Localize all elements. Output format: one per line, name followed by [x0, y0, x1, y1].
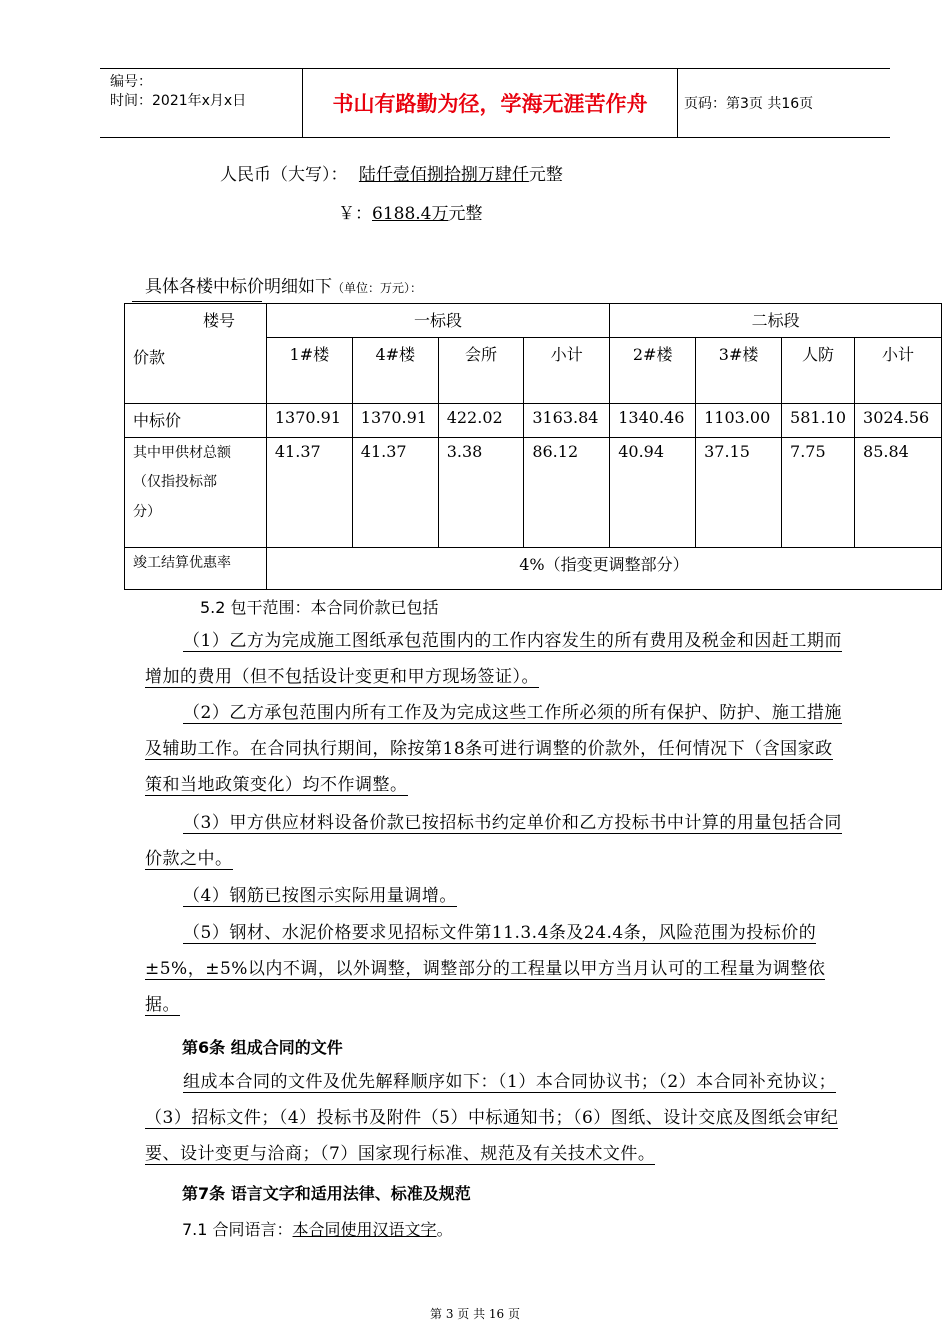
clause-5-2-5: [145, 915, 847, 1023]
article-6-text: [145, 1064, 847, 1172]
yen-value: 6188.4万: [372, 204, 449, 224]
date-label: 时间：2021年x月x日: [110, 93, 247, 109]
clause-text: （5）钢材、水泥价格要求见招标文件第11.3.4条及24.4条，风险范围为投标价的±5%，±5%以内不调，以外调整，调整部分的工程量以甲方当月认可的工程量为调整依据。: [145, 923, 826, 1015]
col-header: 会所: [438, 338, 524, 404]
table-cell: 3.38: [438, 438, 524, 548]
section1-header: 一标段: [266, 304, 609, 338]
rmb-value: 陆仟壹佰捌拾捌万肆仟: [358, 165, 529, 185]
table-cell: 3163.84: [524, 404, 610, 438]
row-label-line: （仅指投标部: [133, 474, 217, 490]
col-header: 2#楼: [610, 338, 696, 404]
table-cell: 86.12: [524, 438, 610, 548]
table-cell: 1103.00: [696, 404, 782, 438]
section-7-1: [182, 1217, 453, 1240]
table-intro: [145, 272, 422, 297]
discount-value: 4%（指变更调整部分）: [266, 548, 941, 590]
row-label: [125, 438, 267, 548]
col-header: 小计: [524, 338, 610, 404]
clause-5-2-3: [145, 805, 847, 877]
article-7-title: 第7条 语言文字和适用法律、标准及规范: [182, 1184, 471, 1203]
table-cell: 37.15: [696, 438, 782, 548]
row-label: 竣工结算优惠率: [125, 548, 267, 590]
table-cell: 581.10: [782, 404, 855, 438]
rmb-label: 人民币（大写）：: [220, 165, 348, 185]
clause-text: （1）乙方为完成施工图纸承包范围内的工作内容发生的所有费用及税金和因赶工期而增加的费用（但不包括设计变更和甲方现场签证）。: [145, 631, 842, 687]
bid-table: [124, 303, 942, 590]
clause-text: （2）乙方承包范围内所有工作及为完成这些工作所必须的所有保护、防护、施工措施及辅助工作。在合同执行期间，除按第18条可进行调整的价款外，任何情况下（含国家政策和当地政策变化）均不作调整。: [145, 703, 842, 795]
table-cell: 422.02: [438, 404, 524, 438]
header-page-label: 页码：第3页 共16页: [684, 96, 814, 112]
section-7-1-end: 。: [436, 1220, 453, 1239]
clause-5-2-2: [145, 695, 847, 803]
col-header: 3#楼: [696, 338, 782, 404]
table-row: [125, 548, 942, 590]
corner-bottom: 价款: [133, 348, 166, 367]
page-footer: 第 3 页 共 16 页: [430, 1307, 520, 1321]
clause-text: （3）甲方供应材料设备价款已按招标书约定单价和乙方投标书中计算的用量包括合同价款之中。: [145, 813, 842, 869]
clause-text: 组成本合同的文件及优先解释顺序如下：（1）本合同协议书；（2）本合同补充协议；（3）招标文件；（4）投标书及附件（5）中标通知书；（6）图纸、设计交底及图纸会审纪要、设计变更与洽商；（7）国家现行标准、规范及有关技术文件。: [145, 1072, 839, 1164]
col-header: 4#楼: [352, 338, 438, 404]
clause-text: （4）钢筋已按图示实际用量调增。: [183, 886, 457, 906]
corner-top: 楼号: [203, 311, 236, 330]
table-cell: 1340.46: [610, 404, 696, 438]
section-5-2-title: 5.2 包干范围：本合同价款已包括: [200, 598, 439, 617]
table-cell: 40.94: [610, 438, 696, 548]
table-cell: 3024.56: [855, 404, 942, 438]
table-cell: 41.37: [352, 438, 438, 548]
table-cell: 7.75: [782, 438, 855, 548]
yen-label: ￥：: [338, 204, 372, 224]
row-label-line: 其中甲供材总额: [133, 445, 231, 461]
rmb-suffix: 元整: [528, 165, 563, 185]
table-cell: 1370.91: [266, 404, 352, 438]
page-header: [100, 68, 890, 138]
code-label: 编号：: [110, 74, 152, 90]
article-6-title: 第6条 组成合同的文件: [182, 1038, 343, 1057]
table-cell: 41.37: [266, 438, 352, 548]
section2-header: 二标段: [610, 304, 942, 338]
header-motto: 书山有路勤为径，学海无涯苦作舟: [302, 69, 678, 137]
table-intro-text: 具体各楼中标价明细如下: [145, 277, 332, 297]
row-label-line: 分）: [133, 504, 161, 520]
yen-line: [338, 199, 482, 224]
table-cell: 85.84: [855, 438, 942, 548]
row-label: 中标价: [125, 404, 267, 438]
col-header: 1#楼: [266, 338, 352, 404]
divider-line: [132, 301, 262, 302]
table-row: [125, 404, 942, 438]
col-header: 小计: [855, 338, 942, 404]
table-intro-unit: （单位：万元）：: [332, 281, 423, 295]
section-7-1-text: 本合同使用汉语文字: [292, 1220, 437, 1239]
table-row: [125, 438, 942, 548]
header-meta: [110, 73, 246, 111]
rmb-line: [220, 160, 563, 185]
section-7-1-label: 7.1 合同语言：: [182, 1220, 293, 1239]
yen-suffix: 元整: [448, 204, 483, 224]
clause-5-2-4: [145, 878, 847, 914]
table-cell: 1370.91: [352, 404, 438, 438]
clause-5-2-1: [145, 623, 847, 695]
corner-cell: [125, 304, 267, 404]
col-header: 人防: [782, 338, 855, 404]
